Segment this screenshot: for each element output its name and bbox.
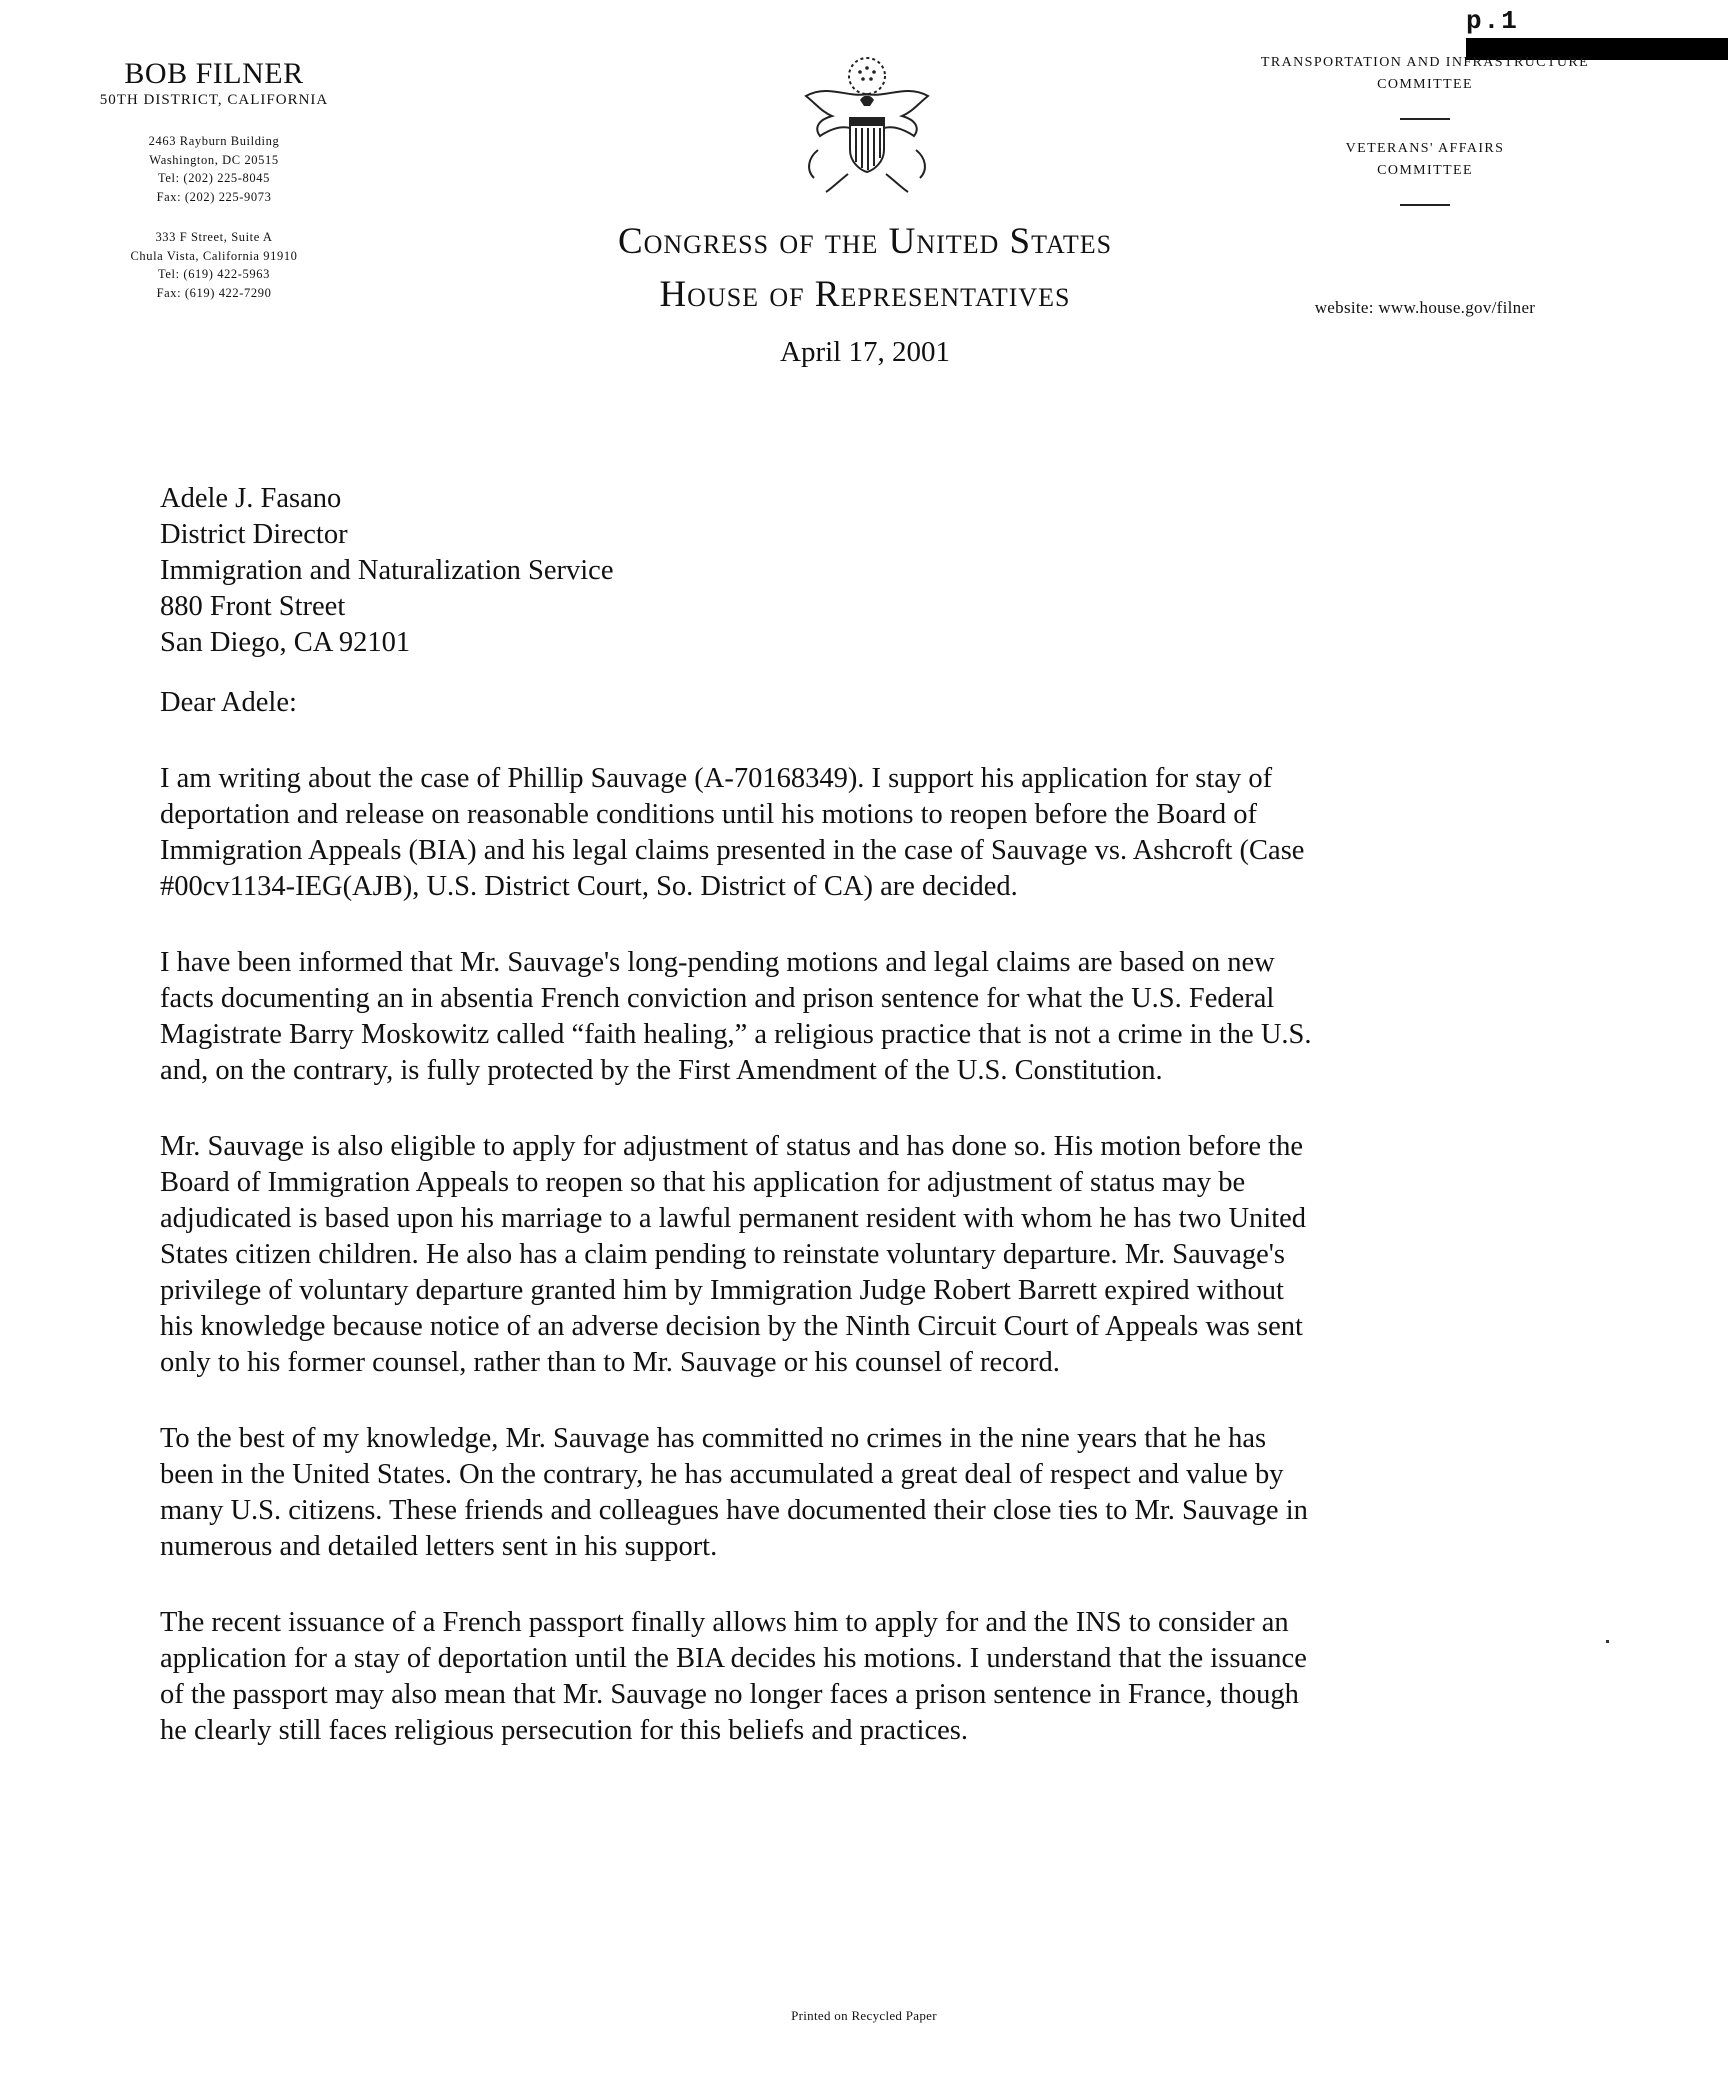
paragraph-line: Mr. Sauvage is also eligible to apply for adjustment of status and has done so. His motion before the	[160, 1131, 1303, 1162]
committee1-label: COMMITTEE	[1377, 77, 1473, 92]
paragraph	[160, 1129, 1560, 1381]
paragraph	[160, 945, 1560, 1089]
paragraph-line: of the passport may also mean that Mr. Sauvage no longer faces a prison sentence in France, though	[160, 1679, 1299, 1710]
divider	[1400, 118, 1450, 120]
district-office-line: 333 F Street, Suite A	[155, 230, 273, 244]
paragraph-line: only to his former counsel, rather than to Mr. Sauvage or his counsel of record.	[160, 1347, 1060, 1378]
paragraph-line: States citizen children. He also has a claim pending to reinstate voluntary departure. Mr. Sauvage's	[160, 1239, 1285, 1270]
paragraph-line: his knowledge because notice of an adverse decision by the Ninth Circuit Court of Appeals was sent	[160, 1311, 1303, 1342]
committee2-name: VETERANS' AFFAIRS	[1345, 141, 1505, 156]
paragraph-line: many U.S. citizens. These friends and colleagues have documented their close ties to Mr. Sauvage in	[160, 1495, 1308, 1526]
district-office-line: Fax: (619) 422-7290	[156, 285, 272, 300]
paragraph-line: privilege of voluntary departure granted him by Immigration Judge Robert Barrett expired without	[160, 1275, 1284, 1306]
paragraph-line: I have been informed that Mr. Sauvage's long-pending motions and legal claims are based on new	[160, 947, 1275, 978]
salutation: Dear Adele:	[160, 687, 297, 718]
fax-page-number: p.1	[1466, 6, 1519, 36]
district-office-line: Tel: (619) 422-5963	[158, 267, 270, 281]
paragraph-line: Immigration Appeals (BIA) and his legal claims presented in the case of Sauvage vs. Ashcroft (Case	[160, 835, 1305, 866]
paragraph-line: Board of Immigration Appeals to reopen so that his application for adjustment of status may be	[160, 1167, 1246, 1198]
scan-speck	[1606, 1640, 1609, 1643]
paragraph-line: he clearly still faces religious persecution for this beliefs and practices.	[160, 1715, 968, 1746]
paragraph-line: To the best of my knowledge, Mr. Sauvage has committed no crimes in the nine years that he has	[160, 1423, 1267, 1454]
divider	[1400, 204, 1450, 206]
addressee-block	[160, 481, 1560, 661]
dc-office-line: Washington, DC 20515	[149, 152, 279, 167]
letterhead-title	[500, 215, 1230, 321]
great-seal-eagle-icon	[788, 54, 946, 194]
member-district: 50TH DISTRICT, CALIFORNIA	[99, 92, 329, 108]
addressee-line: Adele J. Fasano	[160, 483, 342, 514]
paragraph-line: The recent issuance of a French passport finally allows him to apply for and the INS to consider an	[160, 1607, 1289, 1638]
addressee-line: 880 Front Street	[160, 591, 346, 622]
paragraph	[160, 1421, 1560, 1565]
dc-office-line: Fax: (202) 225-9073	[156, 189, 272, 204]
paragraph-line: adjudicated is based upon his marriage to a lawful permanent resident with whom he has two United	[160, 1203, 1307, 1234]
addressee-line: Immigration and Naturalization Service	[160, 555, 614, 586]
dc-office-address	[44, 132, 384, 206]
footer-note: Printed on Recycled Paper	[791, 2008, 937, 2023]
committee-block	[1194, 52, 1656, 224]
district-office-line: Chula Vista, California 91910	[130, 248, 298, 263]
paragraph	[160, 761, 1560, 905]
committee1-name: TRANSPORTATION AND INFRASTRUCTURE	[1260, 55, 1590, 70]
paragraph-line: facts documenting an in absentia French conviction and prison sentence for what the U.S. Federal	[160, 983, 1275, 1014]
paragraph-line: #00cv1134-IEG(AJB), U.S. District Court, So. District of CA) are decided.	[160, 871, 1018, 902]
paragraph-line: Magistrate Barry Moskowitz called “faith healing,” a religious practice that is not a crime in the U.S.	[160, 1019, 1312, 1050]
paragraph-line: application for a stay of deportation until the BIA decides his motions. I understand that the issuance	[160, 1643, 1307, 1674]
district-office-address	[44, 228, 384, 302]
committee2-label: COMMITTEE	[1377, 163, 1473, 178]
paragraph-line: deportation and release on reasonable conditions until his motions to reopen before the Board of	[160, 799, 1257, 830]
paragraph-line: been in the United States. On the contrary, he has accumulated a great deal of respect and value by	[160, 1459, 1284, 1490]
member-name: BOB FILNER	[124, 57, 304, 90]
addressee-line: District Director	[160, 519, 348, 550]
paragraph-line: and, on the contrary, is fully protected by the First Amendment of the U.S. Constitution.	[160, 1055, 1163, 1086]
letterhead-title-line1: Congress of the United States	[617, 221, 1113, 262]
paragraph	[160, 1605, 1560, 1749]
dc-office-line: Tel: (202) 225-8045	[158, 171, 270, 185]
website-link[interactable]: website: www.house.gov/filner	[1314, 298, 1536, 317]
dc-office-line: 2463 Rayburn Building	[148, 134, 280, 148]
sender-block	[44, 58, 384, 302]
addressee-line: San Diego, CA 92101	[160, 627, 411, 658]
letter-body	[160, 481, 1560, 1749]
letterhead-title-line2: House of Representatives	[659, 274, 1071, 315]
paragraph-line: numerous and detailed letters sent in his support.	[160, 1531, 718, 1562]
letter-date: April 17, 2001	[780, 336, 950, 368]
paragraph-line: I am writing about the case of Phillip Sauvage (A-70168349). I support his application for stay of	[160, 763, 1273, 794]
